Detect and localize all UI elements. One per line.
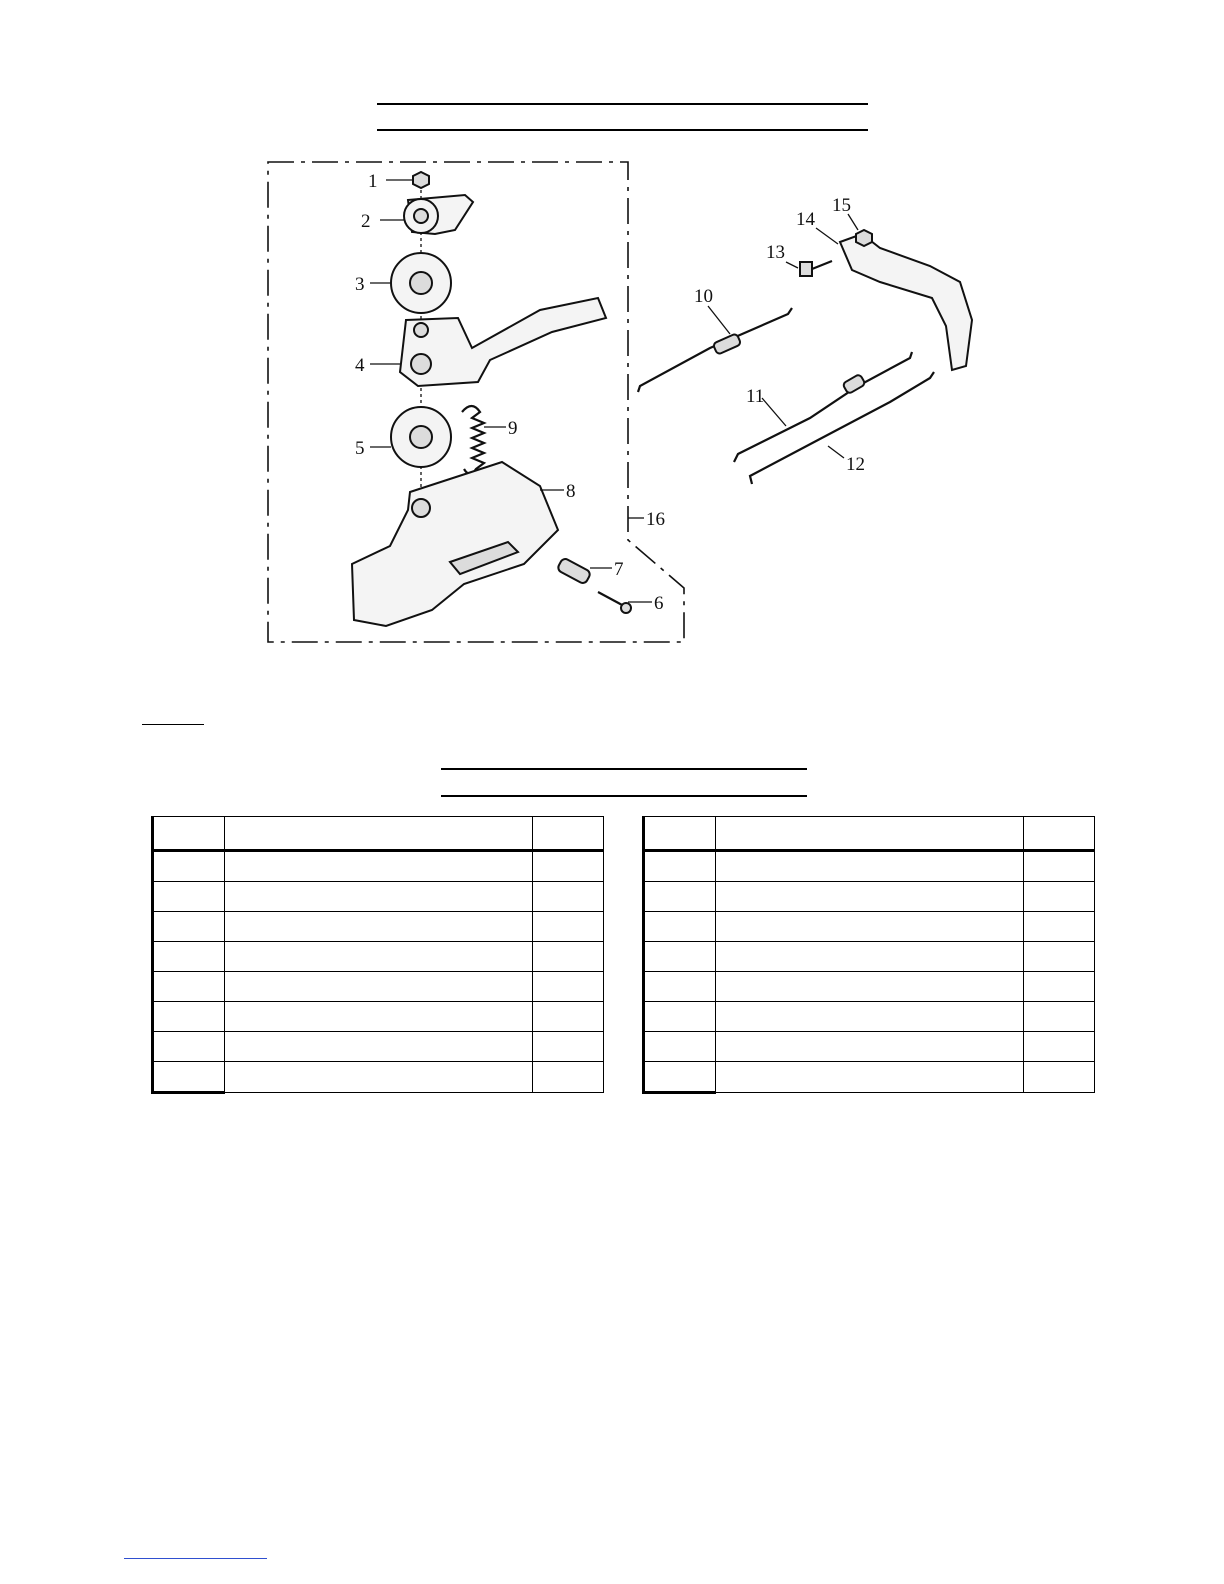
- table-row: [644, 1032, 1095, 1062]
- table-row: [644, 912, 1095, 942]
- no-cell: [153, 972, 225, 1002]
- nut-part: [413, 172, 429, 188]
- no-cell: [153, 851, 225, 882]
- bolt-head-part: [800, 262, 812, 276]
- description-cell: [225, 882, 533, 912]
- description-cell: [716, 1002, 1024, 1032]
- table-row: [153, 851, 604, 882]
- base-plate-part: [352, 462, 558, 626]
- parts-table-left: [151, 816, 604, 1094]
- callout-5: 5: [355, 438, 365, 459]
- header-qty-cell: [533, 817, 604, 851]
- qty-cell: [533, 1002, 604, 1032]
- description-cell: [716, 1062, 1024, 1093]
- qty-cell: [1024, 882, 1095, 912]
- table-row: [644, 1002, 1095, 1032]
- qty-cell: [533, 882, 604, 912]
- sleeve-part: [557, 557, 592, 584]
- no-cell: [644, 972, 716, 1002]
- description-cell: [716, 942, 1024, 972]
- no-cell: [153, 1002, 225, 1032]
- qty-cell: [533, 1032, 604, 1062]
- header-description-cell: [716, 817, 1024, 851]
- table-row: [153, 882, 604, 912]
- bracket-part: [840, 234, 972, 370]
- qty-cell: [1024, 972, 1095, 1002]
- description-cell: [716, 1032, 1024, 1062]
- exploded-parts-diagram: [240, 150, 1000, 660]
- table-row: [153, 972, 604, 1002]
- description-cell: [225, 972, 533, 1002]
- screw-part: [598, 592, 624, 606]
- description-cell: [225, 912, 533, 942]
- qty-cell: [1024, 942, 1095, 972]
- description-cell: [225, 1032, 533, 1062]
- header-qty-cell: [1024, 817, 1095, 851]
- qty-cell: [1024, 1032, 1095, 1062]
- callout-13: 13: [766, 242, 785, 263]
- callout-4: 4: [355, 355, 365, 376]
- callout-14: 14: [796, 209, 815, 230]
- callout-11: 11: [746, 386, 765, 407]
- callout-8: 8: [566, 481, 576, 502]
- callout-2: 2: [361, 211, 371, 232]
- table-row: [644, 1062, 1095, 1093]
- qty-cell: [1024, 912, 1095, 942]
- description-cell: [716, 912, 1024, 942]
- callout-1: 1: [368, 171, 378, 192]
- table-row: [153, 1032, 604, 1062]
- rod-spring-part: [734, 352, 912, 462]
- table-row: [153, 1062, 604, 1093]
- callout-3: 3: [355, 274, 365, 295]
- title-rule-bottom: [377, 129, 868, 131]
- qty-cell: [533, 1062, 604, 1093]
- table-row: [644, 882, 1095, 912]
- table-row: [644, 942, 1095, 972]
- no-cell: [153, 942, 225, 972]
- description-cell: [225, 1002, 533, 1032]
- description-cell: [716, 972, 1024, 1002]
- no-cell: [644, 1062, 716, 1093]
- qty-cell: [1024, 1062, 1095, 1093]
- table-title-rule-top: [441, 768, 807, 770]
- callout-16: 16: [646, 509, 665, 530]
- no-cell: [644, 882, 716, 912]
- header-description-cell: [225, 817, 533, 851]
- callout-6: 6: [654, 593, 664, 614]
- callout-7: 7: [614, 559, 624, 580]
- qty-cell: [533, 972, 604, 1002]
- table-header-row: [153, 817, 604, 851]
- table-header-row: [644, 817, 1095, 851]
- callout-12: 12: [846, 454, 865, 475]
- no-cell: [644, 1032, 716, 1062]
- qty-cell: [533, 912, 604, 942]
- nut-right-part: [856, 230, 872, 246]
- table-row: [153, 942, 604, 972]
- table-row: [153, 1002, 604, 1032]
- no-cell: [644, 912, 716, 942]
- no-cell: [153, 912, 225, 942]
- callout-10: 10: [694, 286, 713, 307]
- footer-link-underline[interactable]: [124, 1558, 267, 1559]
- callout-15: 15: [832, 195, 851, 216]
- note-underline: [142, 724, 204, 725]
- no-cell: [644, 942, 716, 972]
- table-row: [153, 912, 604, 942]
- spring-part: [462, 406, 484, 474]
- no-cell: [153, 1032, 225, 1062]
- callout-9: 9: [508, 418, 518, 439]
- header-no-cell: [153, 817, 225, 851]
- qty-cell: [1024, 851, 1095, 882]
- no-cell: [153, 1062, 225, 1093]
- description-cell: [716, 882, 1024, 912]
- qty-cell: [533, 942, 604, 972]
- table-title-rule-bottom: [441, 795, 807, 797]
- title-rule-top: [377, 103, 868, 105]
- no-cell: [644, 851, 716, 882]
- table-row: [644, 972, 1095, 1002]
- description-cell: [225, 851, 533, 882]
- qty-cell: [1024, 1002, 1095, 1032]
- description-cell: [225, 1062, 533, 1093]
- parts-table-right: [642, 816, 1095, 1094]
- no-cell: [644, 1002, 716, 1032]
- description-cell: [716, 851, 1024, 882]
- table-row: [644, 851, 1095, 882]
- rod-part: [750, 372, 934, 484]
- header-no-cell: [644, 817, 716, 851]
- description-cell: [225, 942, 533, 972]
- qty-cell: [533, 851, 604, 882]
- no-cell: [153, 882, 225, 912]
